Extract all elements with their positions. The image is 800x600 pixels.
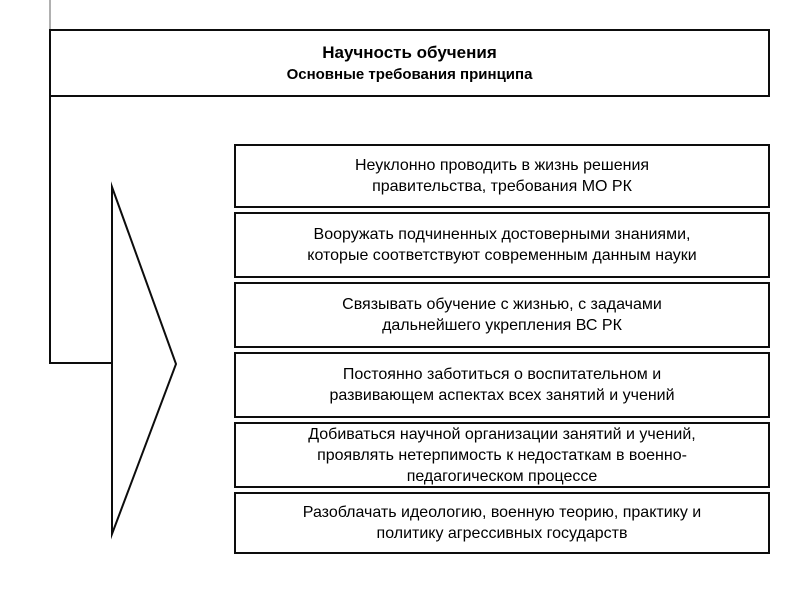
requirement-box-2 bbox=[234, 212, 770, 278]
requirement-line: Неуклонно проводить в жизнь решения bbox=[354, 157, 650, 174]
requirement-box-6 bbox=[234, 492, 770, 554]
connector-line bbox=[50, 96, 112, 363]
requirement-line: политику агрессивных государств bbox=[376, 525, 628, 542]
requirement-box-4 bbox=[234, 352, 770, 418]
requirement-line: правительства, требования МО РК bbox=[372, 178, 632, 195]
requirement-line: Вооружать подчиненных достоверными знаниями, bbox=[313, 226, 691, 243]
requirement-line: проявлять нетерпимость к недостаткам в военно- bbox=[317, 446, 687, 464]
title-box bbox=[49, 29, 770, 97]
requirement-line: Связывать обучение с жизнью, с задачами bbox=[342, 296, 662, 313]
requirement-box-1 bbox=[234, 144, 770, 208]
requirement-box-5 bbox=[234, 422, 770, 488]
title-line-1: Научность обучения bbox=[322, 43, 497, 62]
title-line-2: Основные требования принципа bbox=[286, 66, 533, 83]
requirement-line: дальнейшего укрепления ВС РК bbox=[382, 317, 622, 334]
requirement-line: развивающем аспектах всех занятий и учений bbox=[329, 387, 675, 404]
requirement-line: Разоблачать идеологию, военную теорию, практику и bbox=[302, 504, 702, 521]
requirement-line: Постоянно заботиться о воспитательном и bbox=[342, 366, 662, 383]
requirement-line: Добиваться научной организации занятий и учений, bbox=[308, 425, 696, 443]
requirement-line: которые соответствуют современным данным науки bbox=[307, 247, 697, 264]
arrow-shape bbox=[112, 187, 176, 534]
requirement-line: педагогическом процессе bbox=[406, 467, 598, 485]
requirement-box-3 bbox=[234, 282, 770, 348]
